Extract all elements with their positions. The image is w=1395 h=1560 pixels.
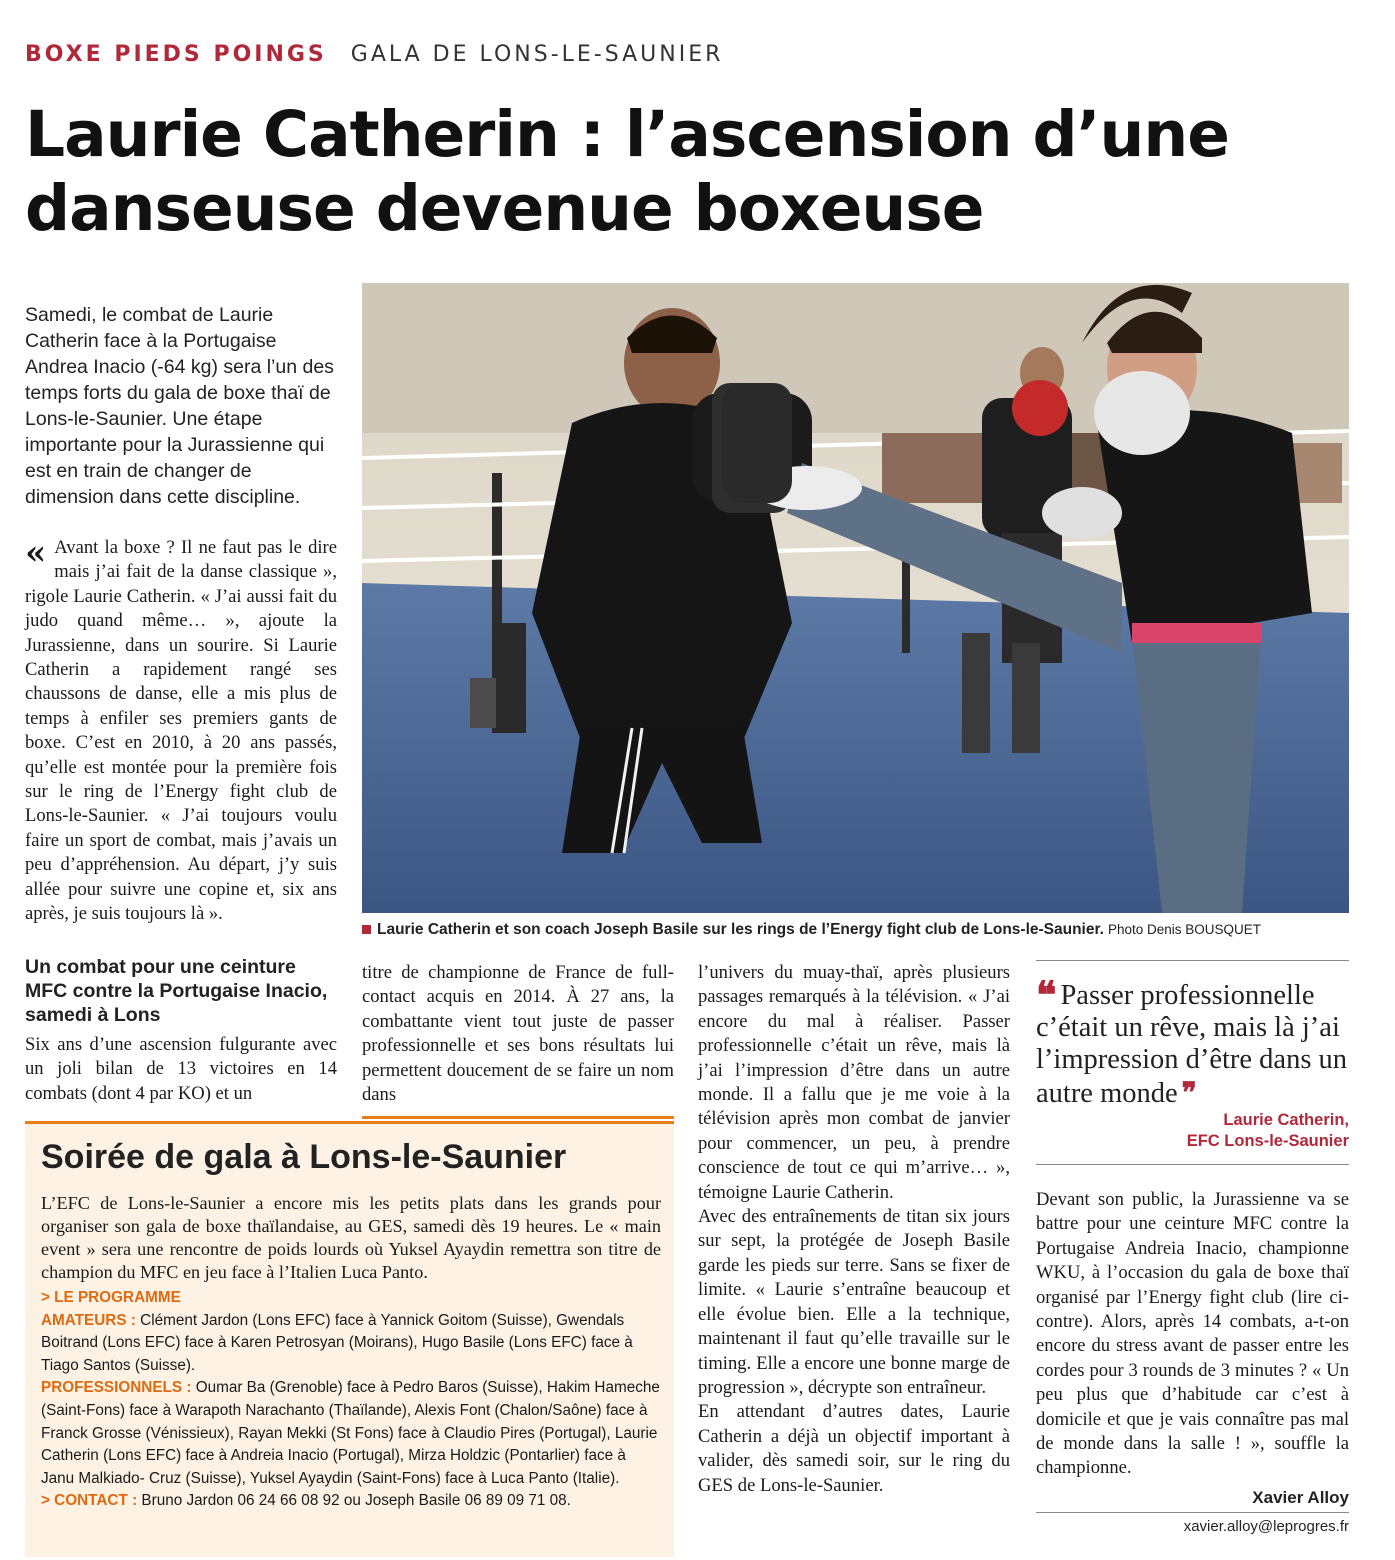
sidebar-programme [41,1287,661,1513]
byline-email[interactable]: xavier.alloy@leprogres.fr [1183,1518,1349,1535]
caption-square-icon [362,925,371,934]
kicker-subcategory: GALA DE LONS-LE-SAUNIER [350,42,724,67]
amateurs-list: Clément Jardon (Lons EFC) face à Yannick Goitom (Suisse), Gwendals Boitrand (Lons EFC) face à Karen Petrosyan (Moirans), Hugo Basile (Lons EFC) face à Tiago Santos (Suisse). [41,1311,633,1374]
pullquote-text: Passer professionnelle c’était un rêve, mais là j’ai l’impression d’être dans un autre monde [1036,980,1348,1109]
sidebar-intro: L’EFC de Lons-le-Saunier a encore mis les petits plats dans les grands pour organiser son gala de boxe thaïlandaise, au GES, samedi dès 19 heures. Le « main event » sera une rencontre de poids lourds où Yuksel Ayaydin remettra son titre de champion du MFC en jeu face à l’Italien Luca Panto. [41,1193,661,1282]
pros-label: PROFESSIONNELS : [41,1379,192,1397]
pullquote [1036,972,1349,1110]
body-paragraph-3: titre de championne de France de full-contact acquis en 2014. À 27 ans, la combattante vient tout juste de passer professionnelle et ses bons résultats lui permettent doucement de se faire un nom dans [362,962,674,1106]
open-quote-icon: « [25,533,47,573]
pullquote-affiliation: EFC Lons-le-Saunier [1186,1132,1349,1150]
article-subhead: Un combat pour une ceinture MFC contre la Portugaise Inacio, samedi à Lons [25,956,328,1026]
body-paragraph-5: Devant son public, la Jurassienne va se battre pour une ceinture MFC contre la Portugaise Andreia Inacio, championne WKU, à l’occasion du gala de boxe thaï organisé par l’Energy fight club (lire ci-contre). Alors, après 14 combats, a-t-on encore du stress avant de passer entre les cordes pour 3 rounds de 3 minutes ? « Un peu plus que d’habitude car c’est à domicile et que je vais connaître pas mal de monde dans la salle ! », souffle la championne. [1036,1189,1349,1479]
body-paragraph-2: Six ans d’une ascension fulgurante avec un joli bilan de 13 victoires en 14 combats (dont 4 par KO) et un [25,1034,337,1104]
gala-sidebar-box [25,1121,674,1557]
headline: Laurie Catherin : l’ascension d’une danseuse devenue boxeuse [25,98,1229,245]
body-column-3 [698,961,1010,1498]
sidebar-title: Soirée de gala à Lons-le-Saunier [41,1138,567,1176]
photo-credit: Photo Denis BOUSQUET [1107,922,1262,937]
pros-list: Oumar Ba (Grenoble) face à Pedro Baros (Suisse), Hakim Hameche (Saint-Fons) face à Warapoth Narachanto (Thaïlande), Alexis Font (Chalon/Saône) face à Franck Grosse (Vénissieux), Rayan Mekki (St Fons) face à Claudio Pires (Portugal), Laurie Catherin (Lons EFC) face à Andreia Inacio (Portugal), Mirza Holdzic (Pontarlier) face à Janu Malkiado- Cruz (Suisse), Yuksel Ayaydin (Saint-Fons) face à Luca Panto (Italie). [41,1379,660,1487]
pullquote-attribution [1036,1110,1349,1152]
quote-close-icon: ❞ [1181,1076,1197,1109]
body-paragraph-4a: l’univers du muay-thaï, après plusieurs passages remarqués à la télévision. « J’ai encore du mal à réaliser. Passer professionnelle c’était un rêve, mais là j’ai l’impression d’être dans un autre monde. Il a fallu que je me voie à la télévision après mon combat de janvier pour commencer, un peu, à prendre conscience de tout ce qui m’arrive… », témoigne Laurie Catherin. [698,962,1010,1203]
sidebar-divider [362,1116,674,1119]
body-paragraph-4c: En attendant d’autres dates, Laurie Catherin a déjà un objectif important à valider, dès samedi soir, sur le ring du GES de Lons-le-Saunier. [698,1401,1010,1496]
amateurs-label: AMATEURS : [41,1311,136,1329]
body-paragraph-4b: Avec des entraînements de titan six jours sur sept, la protégée de Joseph Basile garde les pieds sur terre. Sans se fixer de limite. « Laurie s’entraîne beaucoup et elle évolue bien. Elle a la technique, maintenant il faut qu’elle travaille sur le timing. Elle a encore une bonne marge de progression », décrypte son entraîneur. [698,1206,1010,1398]
body-column-2 [362,961,674,1107]
lead-paragraph: Samedi, le combat de Laurie Catherin face à la Portugaise Andrea Inacio (-64 kg) sera l’un des temps forts du gala de boxe thaï de Lons-le-Saunier. Une étape importante pour la Jurassienne qui est en train de changer de dimension dans cette discipline. [25,304,334,508]
photo-caption [362,921,1349,939]
body-column-4 [1036,1188,1349,1481]
kicker-category: BOXE PIEDS POINGS [25,42,327,67]
body-paragraph-1: Avant la boxe ? Il ne faut pas le dire mais j’ai fait de la danse classique », rigole Laurie Catherin. « J’ai aussi fait du judo quand même… », ajoute la Jurassienne, dans un sourire. Si Laurie Catherin a rapidement rangé ses chaussons de danse, elle a mis plus de temps à enfiler ses premiers gants de boxe. C’est en 2010, à 20 ans passés, qu’elle est montée pour la première fois sur le ring de l’Energy fight club de Lons-le-Saunier. « J’ai toujours voulu faire un sport de combat, mais j’avais un peu d’appréhension. Au départ, j’y suis allée pour suivre une copine et, six ans après, je suis toujours là ». [25,537,337,925]
pullquote-author: Laurie Catherin, [1223,1111,1349,1129]
body-column-1-continued [25,1033,337,1106]
article-photo [362,283,1349,913]
byline-rule [1036,1512,1349,1513]
contact-label: > CONTACT : [41,1492,138,1510]
section-kicker [25,42,723,67]
pullquote-top-rule [1036,960,1349,961]
pullquote-bottom-rule [1036,1164,1349,1165]
boxing-gym-photo [362,283,1349,913]
programme-label: > LE PROGRAMME [41,1289,181,1306]
contact-info: Bruno Jardon 06 24 66 08 92 ou Joseph Basile 06 89 09 71 08. [141,1492,571,1510]
byline-author: Xavier Alloy [1252,1488,1349,1507]
body-column-1 [25,533,337,927]
caption-text: Laurie Catherin et son coach Joseph Basile sur les rings de l’Energy fight club de Lons-le-Saunier. [377,921,1104,938]
quote-open-icon: ❝ [1036,972,1057,1017]
